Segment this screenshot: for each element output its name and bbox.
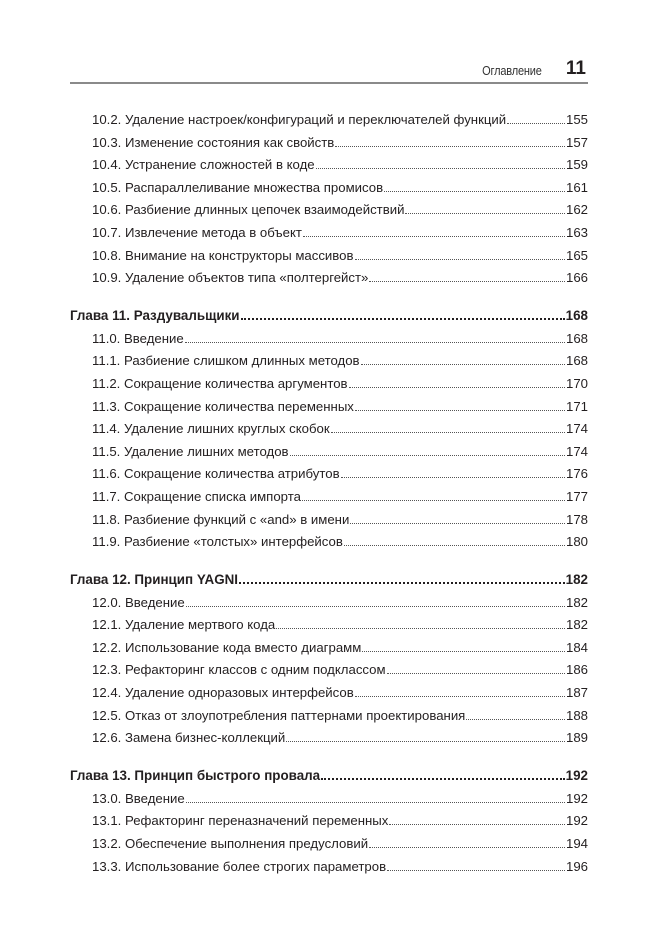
toc-entry-page: 184: [565, 639, 588, 655]
dot-leader: [466, 708, 565, 720]
toc-entry-page: 163: [565, 224, 588, 240]
toc-entry[interactable]: [70, 199, 588, 222]
toc-chapter-title: Глава 13. Принцип быстрого провала: [70, 767, 321, 783]
toc-entry-title: 10.8. Внимание на конструкторы массивов: [92, 247, 354, 263]
dot-leader: [344, 534, 565, 546]
toc-entry-title: 10.5. Распараллеливание множества промисов: [92, 179, 384, 195]
toc-entry-page: 176: [565, 466, 588, 482]
toc-entry-title: 11.3. Сокращение количества переменных: [92, 398, 354, 414]
toc-entry[interactable]: [70, 486, 588, 509]
toc-chapter[interactable]: [70, 764, 588, 788]
dot-leader: [387, 662, 565, 674]
dot-leader: [241, 308, 565, 320]
toc-entry-page: 178: [565, 511, 588, 527]
toc-entry[interactable]: [70, 132, 588, 155]
toc-chapter[interactable]: [70, 568, 588, 592]
toc-entry[interactable]: [70, 154, 588, 177]
toc-entry[interactable]: [70, 373, 588, 396]
dot-leader: [387, 859, 565, 871]
toc-entry-title: 12.0. Введение: [92, 594, 185, 610]
dot-leader: [369, 270, 565, 282]
toc-entry-title: 12.1. Удаление мертвого кода: [92, 617, 276, 633]
toc-section-ch10: [70, 109, 588, 290]
dot-leader: [185, 331, 565, 343]
toc-entry-page: 194: [565, 836, 588, 852]
toc-entry-title: 10.4. Устранение сложностей в коде: [92, 157, 315, 173]
toc-entry[interactable]: [70, 328, 588, 351]
toc-entry-page: 189: [565, 730, 588, 746]
dot-leader: [355, 248, 565, 260]
toc-entry-page: 171: [565, 398, 588, 414]
toc-entry-page: 186: [565, 662, 588, 678]
toc-section-ch13: [70, 764, 588, 878]
page-number: 11: [565, 58, 586, 79]
toc-chapter-title: Глава 11. Раздувальщики: [70, 307, 240, 323]
toc-entry[interactable]: [70, 418, 588, 441]
toc-entry-title: 12.3. Рефакторинг классов с одним подклассом: [92, 662, 386, 678]
toc-entry-page: 155: [565, 112, 588, 127]
toc-entry-title: 11.1. Разбиение слишком длинных методов: [92, 353, 360, 369]
toc-entry-title: 11.7. Сокращение списка импорта: [92, 488, 301, 504]
toc-entry-page: 159: [565, 157, 588, 173]
toc-entry-page: 157: [565, 134, 588, 150]
toc-entry[interactable]: [70, 109, 588, 132]
toc-entry[interactable]: [70, 509, 588, 532]
dot-leader: [276, 617, 565, 629]
toc-entry-title: 12.2. Использование кода вместо диаграмм: [92, 639, 362, 655]
toc-entry[interactable]: [70, 222, 588, 245]
toc-entry[interactable]: [70, 682, 588, 705]
dot-leader: [341, 466, 565, 478]
toc-entry-page: 174: [565, 443, 588, 459]
toc-entry[interactable]: [70, 592, 588, 615]
toc-chapter-page: 168: [565, 307, 588, 323]
dot-leader: [362, 640, 565, 652]
toc-entry[interactable]: [70, 614, 588, 637]
toc-entry-title: 13.3. Использование более строгих параметров: [92, 858, 387, 874]
dot-leader: [355, 399, 565, 411]
dot-leader: [331, 421, 565, 433]
toc-chapter[interactable]: [70, 304, 588, 328]
toc-entry-title: 13.1. Рефакторинг переназначений переменных: [92, 813, 389, 829]
dot-leader: [290, 444, 565, 456]
toc-entry[interactable]: [70, 727, 588, 750]
toc-entry-page: 196: [565, 858, 588, 874]
toc-entry-title: 11.0. Введение: [92, 330, 184, 346]
dot-leader: [286, 730, 565, 742]
toc-entry[interactable]: [70, 833, 588, 856]
running-header-title: Оглавление: [482, 64, 542, 78]
toc-entry[interactable]: [70, 856, 588, 879]
toc-entry-page: 168: [565, 330, 588, 346]
toc-entry-title: 11.6. Сокращение количества атрибутов: [92, 466, 340, 482]
dot-leader: [350, 512, 565, 524]
dot-leader: [349, 376, 565, 388]
toc-chapter-title: Глава 12. Принцип YAGNI: [70, 571, 239, 587]
dot-leader: [302, 489, 565, 501]
dot-leader: [186, 595, 565, 607]
dot-leader: [303, 225, 565, 237]
toc-entry-page: 170: [565, 375, 588, 391]
toc-entry[interactable]: [70, 463, 588, 486]
toc-entry-title: 10.7. Извлечение метода в объект: [92, 224, 302, 240]
toc-entry[interactable]: [70, 177, 588, 200]
toc-entry-page: 182: [565, 594, 588, 610]
toc-entry-title: 11.9. Разбиение «толстых» интерфейсов: [92, 534, 343, 550]
toc-entry[interactable]: [70, 441, 588, 464]
toc-entry-page: 192: [565, 790, 588, 806]
toc-entry-page: 162: [565, 202, 588, 218]
table-of-contents: [70, 109, 588, 878]
toc-entry-page: 188: [565, 707, 588, 723]
toc-entry-title: 11.8. Разбиение функций с «and» в имени: [92, 511, 350, 527]
toc-section-ch11: [70, 304, 588, 554]
dot-leader: [239, 572, 565, 584]
toc-entry-title: 13.2. Обеспечение выполнения предусловий: [92, 836, 369, 852]
toc-entry[interactable]: [70, 245, 588, 268]
dot-leader: [507, 112, 565, 124]
toc-entry-page: 182: [565, 617, 588, 633]
toc-entry-page: 174: [565, 421, 588, 437]
toc-entry[interactable]: [70, 705, 588, 728]
toc-entry-title: 11.5. Удаление лишних методов: [92, 443, 289, 459]
toc-entry-page: 187: [565, 685, 588, 701]
toc-entry[interactable]: [70, 350, 588, 373]
header-divider: [70, 82, 588, 84]
toc-entry-title: 11.2. Сокращение количества аргументов: [92, 375, 348, 391]
running-header: [70, 56, 588, 82]
toc-entry-title: 12.6. Замена бизнес-коллекций: [92, 730, 286, 746]
toc-entry-page: 177: [565, 488, 588, 504]
toc-entry-title: 10.3. Изменение состояния как свойств: [92, 134, 335, 150]
toc-entry-page: 168: [565, 353, 588, 369]
toc-entry-title: 11.4. Удаление лишних круглых скобок: [92, 421, 330, 437]
dot-leader: [369, 836, 565, 848]
dot-leader: [361, 353, 565, 365]
dot-leader: [389, 813, 565, 825]
toc-entry[interactable]: [70, 637, 588, 660]
toc-entry-page: 161: [565, 179, 588, 195]
toc-entry-page: 165: [565, 247, 588, 263]
toc-entry-title: 12.5. Отказ от злоупотребления паттернами проектирования: [92, 707, 466, 723]
dot-leader: [405, 202, 565, 214]
toc-entry[interactable]: [70, 810, 588, 833]
toc-entry[interactable]: [70, 788, 588, 811]
toc-entry-page: 180: [565, 534, 588, 550]
toc-entry[interactable]: [70, 531, 588, 554]
dot-leader: [316, 157, 565, 169]
toc-entry[interactable]: [70, 396, 588, 419]
toc-entry-title: 10.2. Удаление настроек/конфигураций и переключателей функций: [92, 112, 507, 127]
dot-leader: [384, 180, 565, 192]
toc-chapter-page: 182: [565, 571, 588, 587]
toc-entry[interactable]: [70, 659, 588, 682]
toc-entry-title: 12.4. Удаление одноразовых интерфейсов: [92, 685, 354, 701]
dot-leader: [321, 768, 565, 780]
dot-leader: [186, 791, 565, 803]
toc-chapter-page: 192: [565, 767, 588, 783]
toc-entry-page: 166: [565, 270, 588, 286]
toc-entry-title: 13.0. Введение: [92, 790, 185, 806]
toc-entry-page: 192: [565, 813, 588, 829]
dot-leader: [355, 685, 565, 697]
toc-section-ch12: [70, 568, 588, 750]
toc-entry-title: 10.6. Разбиение длинных цепочек взаимодействий: [92, 202, 405, 218]
toc-entry-title: 10.9. Удаление объектов типа «полтергейст»: [92, 270, 369, 286]
dot-leader: [335, 135, 565, 147]
toc-entry[interactable]: [70, 267, 588, 290]
